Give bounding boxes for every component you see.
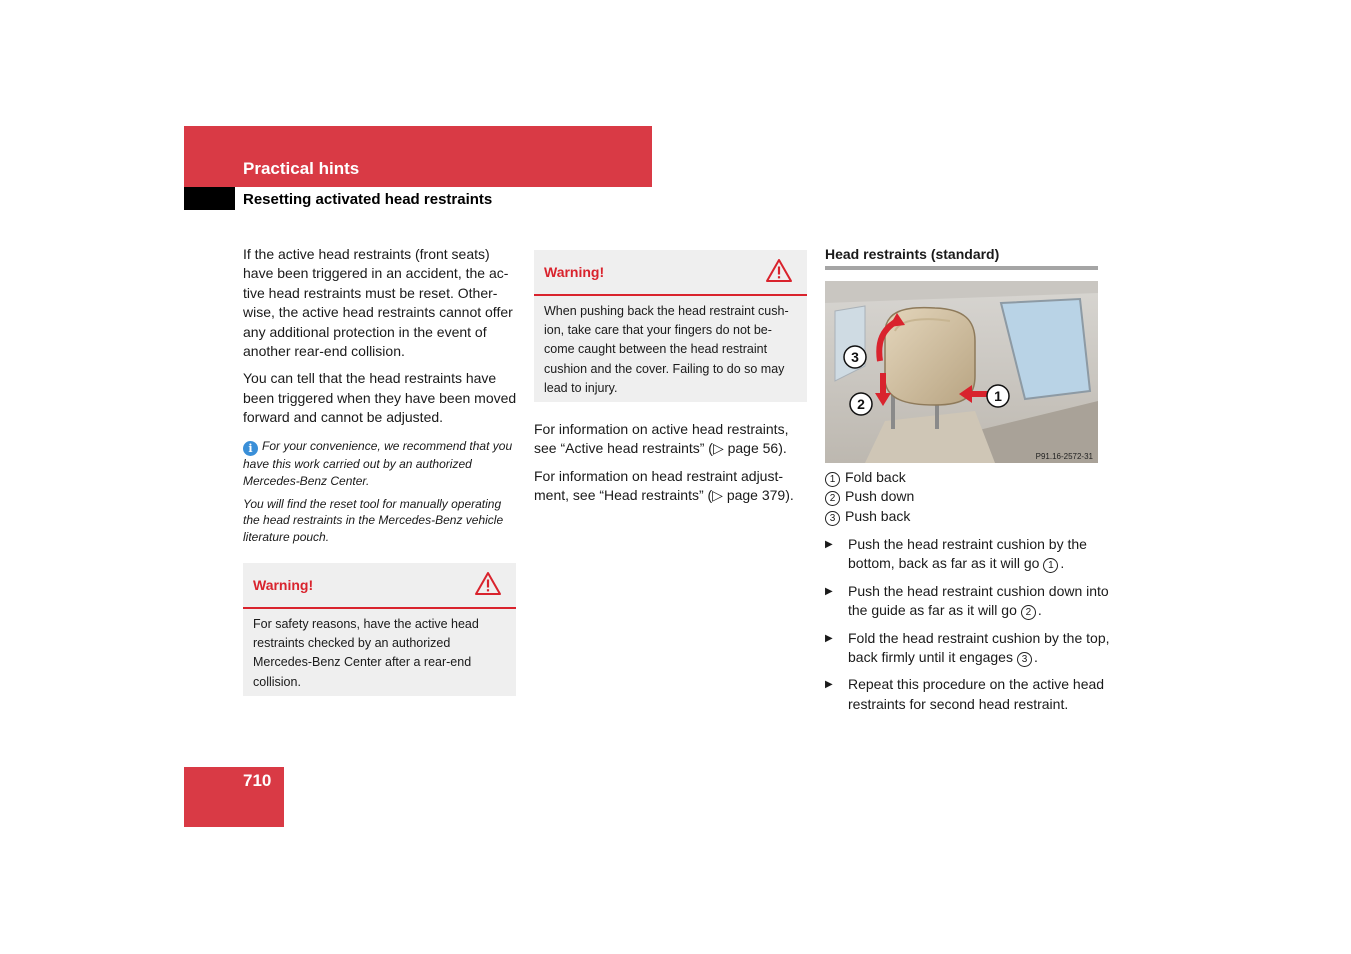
subsection-title: Resetting activated head restraints [243,191,493,208]
step-end: . [1037,602,1042,619]
step-end: . [1033,649,1038,666]
step-ref: 1 [1043,558,1058,573]
legend-text: Push down [845,488,915,505]
step-text: Fold the head restraint cushion by the top, back firmly until it engages [848,629,1110,666]
note-text: For your convenience, we recommend that you have this work carried out by an authorized Mercedes-Benz Center. [243,439,513,488]
step-item [825,535,1110,574]
warning-label: Warning! [544,264,605,280]
callout-3 [844,346,866,368]
legend-text: Fold back [845,469,906,485]
step-ref: 2 [1021,605,1036,620]
legend-item [825,507,914,526]
step-end: . [1060,555,1065,572]
legend-number: 1 [825,472,840,487]
step-item [825,675,1110,714]
heading-rule [825,266,1098,270]
callout-2 [850,393,872,415]
bullet-icon: ▶ [825,679,833,691]
legend-item [825,468,914,487]
step-text: Push the head restraint cushion down into the guide as far as it will go [848,582,1109,619]
legend-item [825,487,914,506]
head-restraint-illustration [825,281,1098,463]
step-item [825,582,1110,621]
warning-header [534,250,807,296]
bullet-icon: ▶ [825,585,833,597]
svg-text:1: 1 [994,388,1002,404]
note-paragraph: You will find the reset tool for manually operating the head restraints in the Mercedes-Benz vehicle literature pouch. [243,496,504,545]
step-item [825,629,1110,668]
warning-box [534,250,807,402]
section-title: Practical hints [243,159,360,178]
paragraph: If the active head restraints (front seats) have been triggered in an accident, the active head restraints must be reset. Otherwise, the active head restraints cannot offer any additional protection in the event of another rear-end collision. [243,246,513,360]
svg-text:2: 2 [857,396,865,412]
step-ref: 3 [1017,652,1032,667]
paragraph: For information on active head restraints, see “Active head restraints” (▷ page 56). [534,421,789,457]
legend-text: Push back [845,507,911,524]
column1-text [243,245,519,436]
warning-label: Warning! [253,577,314,593]
warning-header [243,563,516,609]
header-black-tab [184,187,235,210]
step-text: Repeat this procedure on the active head restraints for second head restraint. [848,676,1105,712]
warning-box [243,563,516,696]
procedure-steps [825,535,1110,722]
paragraph: You can tell that the head restraints have been triggered when they have been moved forward and cannot be adjusted. [243,370,517,426]
bullet-icon: ▶ [825,539,833,550]
figure-heading: Head restraints (standard) [825,246,1000,262]
legend-number: 3 [825,511,840,526]
paragraph: For information on head restraint adjustment, see “Head restraints” (▷ page 379). [534,467,794,504]
figure-code: P91.16-2572-31 [1035,452,1093,461]
warning-text: When pushing back the head restraint cushion, take care that your fingers do not become caught between the head restraint cushion and the cover. Failing to do so may lead to injury. [544,304,789,395]
svg-text:3: 3 [851,349,859,365]
figure-legend [825,468,914,526]
warning-triangle-icon [765,258,793,283]
step-text: Push the head restraint cushion by the bottom, back as far as it will go [848,536,1087,572]
info-icon: i [243,441,258,456]
warning-text: For safety reasons, have the active head restraints checked by an authorized Mercedes-Benz Center after a rear-end collision. [253,617,479,689]
warning-triangle-icon [474,571,502,596]
page-number: 710 [243,771,272,790]
column2-text [534,420,810,514]
bullet-icon: ▶ [825,632,833,644]
callout-1 [987,385,1009,407]
note-paragraph [243,438,519,490]
info-note [243,438,519,552]
legend-number: 2 [825,491,840,506]
